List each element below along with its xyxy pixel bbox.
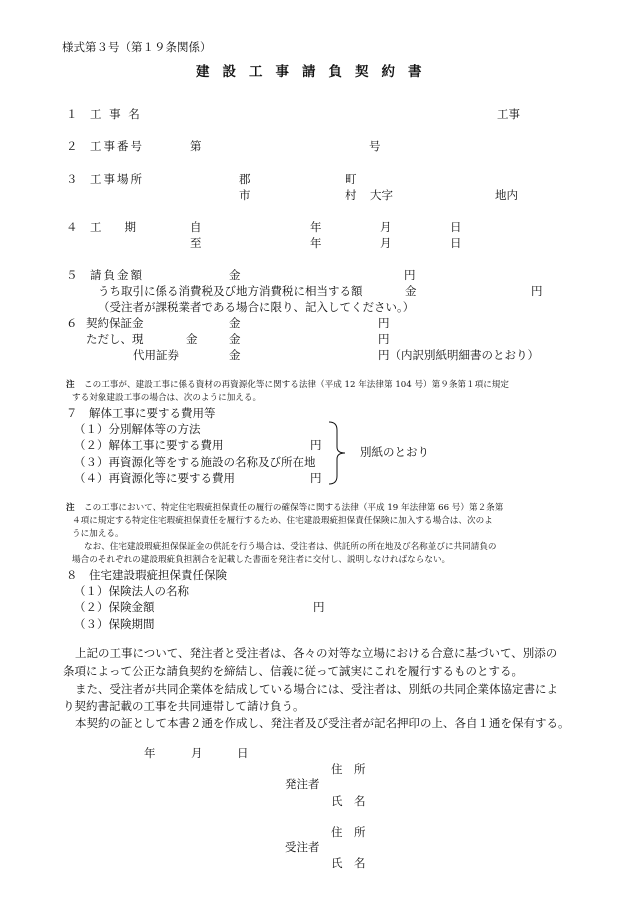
item5-tax-line: うち取引に係る消費税及び地方消費税に相当する額 — [98, 284, 363, 298]
item4-from-year: 年 — [310, 220, 322, 234]
body-paragraph-2a: また、受注者が共同企業体を結成している場合には、受注者は、別紙の共同企業体協定書によ — [75, 682, 558, 696]
note2-mark: 注 — [66, 503, 75, 513]
item6-kin2: 金 — [229, 332, 241, 346]
date-month: 月 — [191, 746, 203, 760]
form-label: 様式第３号（第１９条関係） — [62, 40, 212, 54]
contractor-name-label: 氏 名 — [331, 856, 366, 870]
item3-machi: 町 — [345, 172, 357, 186]
item6-daiyo: 代用証券 — [133, 348, 179, 362]
item7-bracket-text: 別紙のとおり — [360, 445, 429, 459]
note2-line1: この工事において、特定住宅瑕疵担保責任の履行の確保等に関する法律（平成 19 年法律第 66 号）第２条第 — [84, 503, 504, 513]
item1-label: 工 事 名 — [90, 107, 142, 121]
item6-number: ６ — [66, 316, 78, 330]
item6-label: 契約保証金 — [86, 316, 144, 330]
item7-sub1: （１）分別解体等の方法 — [74, 422, 201, 436]
item1-number: １ — [66, 107, 78, 121]
note1-mark: 注 — [66, 380, 75, 390]
item4-from-month: 月 — [380, 220, 392, 234]
contractor-address-label: 住 所 — [331, 825, 366, 839]
item5-number: ５ — [66, 268, 78, 282]
note1-line2: する対象建設工事の場合は、次のように加える。 — [72, 393, 262, 403]
item6-kin3: 金 — [229, 348, 241, 362]
item4-from-day: 日 — [450, 220, 462, 234]
item5-tax-kin: 金 — [405, 284, 417, 298]
item4-to-day: 日 — [450, 236, 462, 250]
item3-label: 工事場所 — [90, 172, 144, 186]
item7-heading: ７ 解体工事に要する費用等 — [66, 406, 216, 420]
item3-mura: 村 — [345, 188, 357, 202]
item6-genkin-kin: 金 — [186, 332, 198, 346]
item3-number: ３ — [66, 172, 78, 186]
item6-en: 円 — [378, 316, 390, 330]
date-year: 年 — [144, 746, 156, 760]
note2-line5: 場合のそれぞれの建設瑕疵負担割合を記載した書面を発注者に交付し、説明しなければならない。 — [72, 555, 451, 565]
item4-from: 自 — [190, 220, 202, 234]
item6-en3: 円（内訳別紙明細書のとおり） — [378, 348, 539, 362]
item2-label: 工事番号 — [90, 139, 144, 153]
client-name-label: 氏 名 — [331, 794, 366, 808]
item6-en2: 円 — [378, 332, 390, 346]
item5-kin: 金 — [229, 268, 241, 282]
item2-prefix: 第 — [190, 139, 202, 153]
brace-icon — [326, 420, 348, 486]
item7-sub3: （３）再資源化等をする施設の名称及び所在地 — [74, 455, 316, 469]
item2-suffix: 号 — [369, 139, 381, 153]
item8-sub1: （１）保険法人の名称 — [74, 584, 189, 598]
note1-line1: この工事が、建設工事に係る資材の再資源化等に関する法律（平成 12 年法律第 104 号）第９条第１項に規定 — [84, 380, 509, 390]
item4-label: 工 期 — [90, 220, 136, 234]
item8-sub2-en: 円 — [313, 600, 325, 614]
item4-to: 至 — [190, 236, 202, 250]
item7-sub4-en: 円 — [310, 471, 322, 485]
item5-tax-en: 円 — [531, 284, 543, 298]
note2-line2: ４項に規定する特定住宅瑕疵担保責任を履行するため、住宅建設瑕疵担保責任保険に加入する場合は、次のよ — [72, 516, 493, 526]
item8-sub2: （２）保険金額 — [74, 600, 155, 614]
client-label: 発注者 — [285, 777, 320, 791]
item5-en: 円 — [404, 268, 416, 282]
item2-number: ２ — [66, 139, 78, 153]
item1-suffix: 工事 — [497, 107, 520, 121]
item6-tadashi: ただし、現 — [86, 332, 144, 346]
item5-label: 請負金額 — [90, 268, 144, 282]
note2-line4: なお、住宅建設瑕疵担保保証金の供託を行う場合は、受注者は、供託所の所在地及び名称並びに共同請負の — [84, 542, 497, 552]
item7-sub2: （２）解体工事に要する費用 — [74, 438, 224, 452]
item4-number: ４ — [66, 220, 78, 234]
item3-gun: 郡 — [239, 172, 251, 186]
body-paragraph-1b: 条項によって公正な請負契約を締結し、信義に従って誠実にこれを履行するものとする。 — [63, 664, 523, 678]
body-paragraph-3: 本契約の証として本書２通を作成し、発注者及び受注者が記名押印の上、各自１通を保有する。 — [75, 716, 570, 730]
item4-to-year: 年 — [310, 236, 322, 250]
item5-tax-note: （受注者が課税業者である場合に限り、記入してください。） — [98, 300, 415, 314]
client-address-label: 住 所 — [331, 762, 366, 776]
item7-sub2-en: 円 — [310, 438, 322, 452]
item8-heading: ８ 住宅建設瑕疵担保責任保険 — [66, 568, 227, 582]
item3-chinai: 地内 — [495, 188, 518, 202]
contractor-label: 受注者 — [285, 840, 320, 854]
date-day: 日 — [237, 746, 249, 760]
document-title: 建設工事請負契約書 — [196, 64, 435, 80]
item7-sub4: （４）再資源化等に要する費用 — [74, 471, 235, 485]
note2-line3: うに加える。 — [72, 529, 124, 539]
item4-to-month: 月 — [380, 236, 392, 250]
body-paragraph-2b: り契約書記載の工事を共同連帯して請け負う。 — [63, 699, 305, 713]
item3-shi: 市 — [239, 188, 251, 202]
item3-oaza: 大字 — [370, 188, 393, 202]
item8-sub3: （３）保険期間 — [74, 617, 155, 631]
item6-kin: 金 — [229, 316, 241, 330]
body-paragraph-1a: 上記の工事について、発注者と受注者は、各々の対等な立場における合意に基づいて、別添の — [75, 646, 558, 660]
